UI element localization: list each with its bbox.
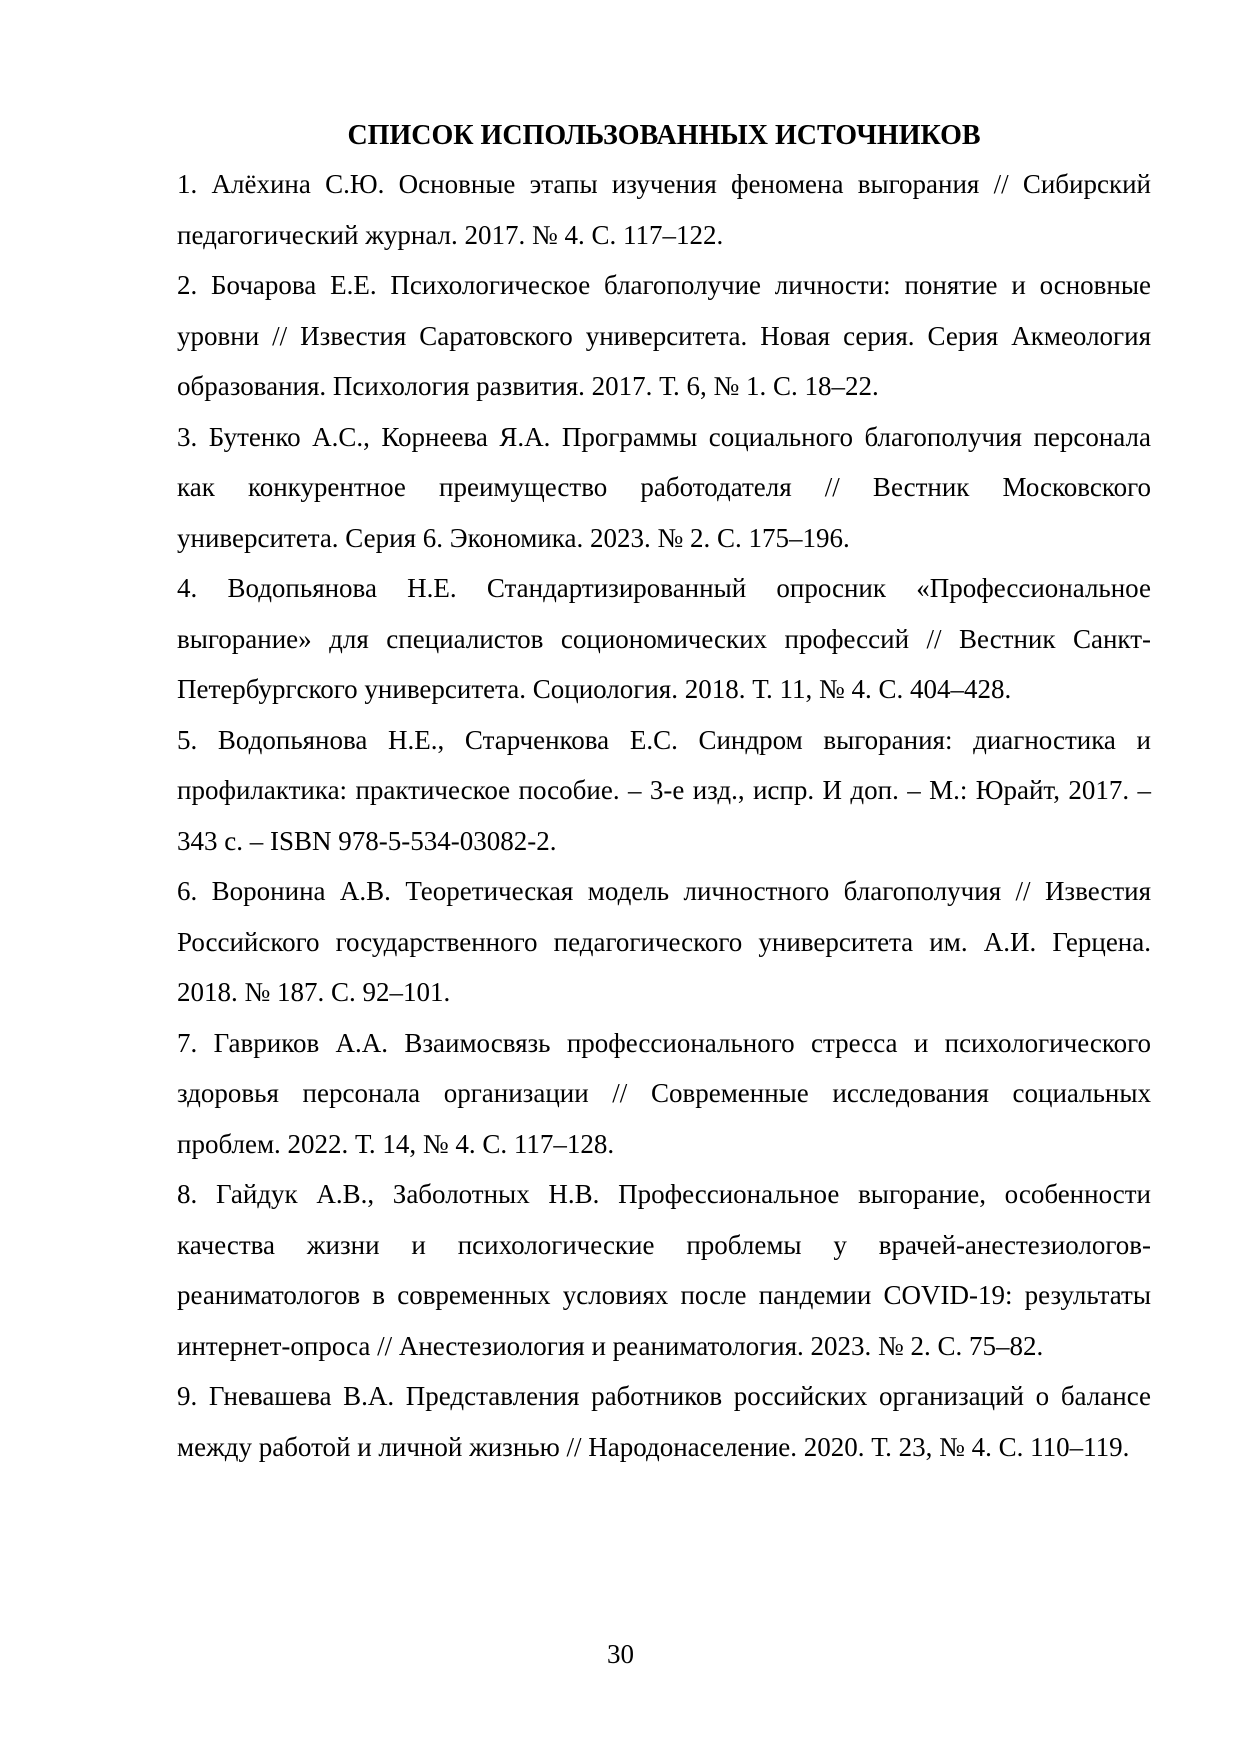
reference-item-1: 1. Алёхина С.Ю. Основные этапы изучения феномена выгорания // Сибирский педагогический журнал. 2017. № 4. С. 117–122.	[177, 169, 1151, 250]
page-title: СПИСОК ИСПОЛЬЗОВАННЫХ ИСТОЧНИКОВ	[347, 120, 981, 151]
page-number: 30	[607, 1639, 634, 1669]
reference-list	[177, 159, 1151, 1472]
reference-item-6: 6. Воронина А.В. Теоретическая модель личностного благополучия // Известия Российского государственного педагогического университета им. А.И. Герцена. 2018. № 187. С. 92–101.	[177, 876, 1151, 1007]
reference-item-5: 5. Водопьянова Н.Е., Старченкова Е.С. Синдром выгорания: диагностика и профилактика: практическое пособие. – 3-е изд., испр. И доп. – М.: Юрайт, 2017. – 343 с. – ISBN 978-5-534-03082-2.	[177, 724, 1151, 856]
reference-item-7: 7. Гавриков А.А. Взаимосвязь профессионального стресса и психологического здоровья персонала организации // Современные исследования социальных проблем. 2022. Т. 14, № 4. С. 117–128.	[177, 1027, 1151, 1159]
reference-item-8: 8. Гайдук А.В., Заболотных Н.В. Профессиональное выгорание, особенности качества жизни и психологические проблемы у врачей-анестезиологов-реаниматологов в современных условиях после пандемии COVID-19: результаты интернет-опроса // Анестезиология и реаниматология. 2023. № 2. С. 75–82.	[177, 1179, 1151, 1361]
reference-item-3: 3. Бутенко А.С., Корнеева Я.А. Программы социального благополучия персонала как конкурентное преимущество работодателя // Вестник Московского университета. Серия 6. Экономика. 2023. № 2. С. 175–196.	[177, 421, 1151, 553]
reference-item-2: 2. Бочарова Е.Е. Психологическое благополучие личности: понятие и основные уровни // Известия Саратовского университета. Новая серия. Серия Акмеология образования. Психология развития. 2017. Т. 6, № 1. С. 18–22.	[177, 270, 1151, 401]
reference-item-9: 9. Гневашева В.А. Представления работников российских организаций о балансе между работой и личной жизнью // Народонаселение. 2020. Т. 23, № 4. С. 110–119.	[177, 1381, 1151, 1462]
reference-item-4: 4. Водопьянова Н.Е. Стандартизированный опросник «Профессиональное выгорание» для специалистов социономических профессий // Вестник Санкт-Петербургского университета. Социология. 2018. Т. 11, № 4. С. 404–428.	[177, 573, 1151, 704]
